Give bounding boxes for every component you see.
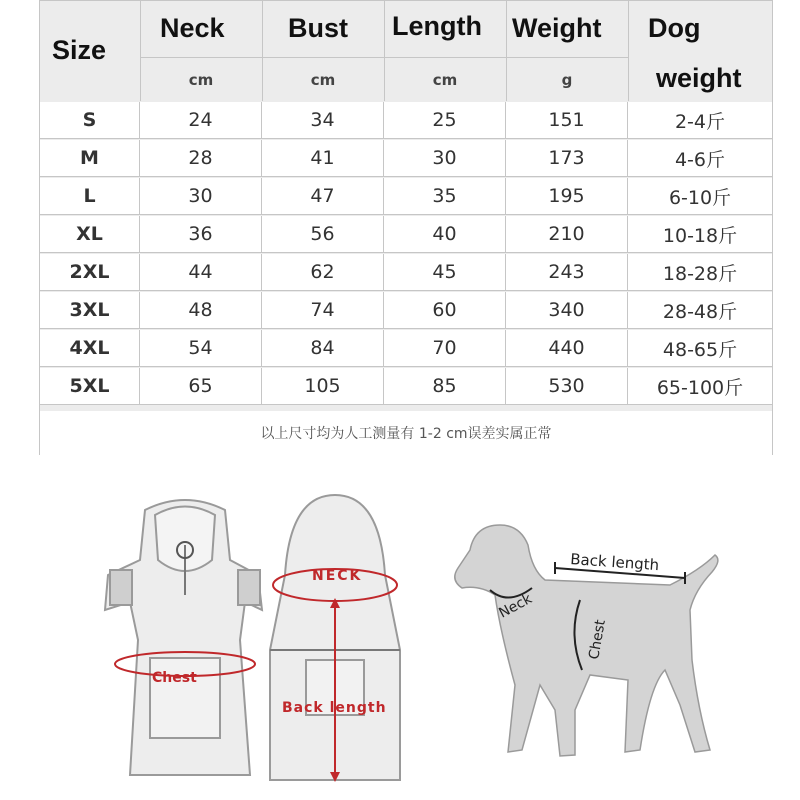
cell-neck: 54 — [140, 330, 262, 367]
cell-dog-weight: 65-100斤 — [628, 368, 772, 405]
cell-length: 60 — [384, 292, 506, 329]
table-row — [40, 368, 772, 405]
cell-neck: 28 — [140, 140, 262, 177]
header-dog-weight-line2: weight — [656, 63, 742, 93]
cell-length: 85 — [384, 368, 506, 405]
cell-length: 45 — [384, 254, 506, 291]
unit-neck: cm — [188, 71, 214, 89]
cell-bust: 34 — [262, 102, 384, 139]
cell-size: 3XL — [40, 292, 140, 329]
cell-dog-weight: 10-18斤 — [628, 216, 772, 253]
measurement-note: 以上尺寸均为人工测量有 1-2 cm误差实属正常 — [40, 411, 772, 455]
cell-weight: 530 — [506, 368, 628, 405]
cell-bust: 41 — [262, 140, 384, 177]
table-row — [40, 178, 772, 215]
cell-neck: 44 — [140, 254, 262, 291]
cell-weight: 173 — [506, 140, 628, 177]
cell-neck: 65 — [140, 368, 262, 405]
cell-bust: 47 — [262, 178, 384, 215]
header-neck: Neck — [160, 13, 225, 43]
cell-length: 35 — [384, 178, 506, 215]
cell-size: 5XL — [40, 368, 140, 405]
header-length: Length — [392, 11, 482, 41]
cell-neck: 48 — [140, 292, 262, 329]
cell-dog-weight: 18-28斤 — [628, 254, 772, 291]
cell-length: 70 — [384, 330, 506, 367]
unit-length: cm — [432, 71, 458, 89]
cell-dog-weight: 2-4斤 — [628, 102, 772, 139]
cell-bust: 62 — [262, 254, 384, 291]
cell-weight: 195 — [506, 178, 628, 215]
table-row — [40, 216, 772, 253]
header-dog-weight-line1: Dog — [648, 13, 701, 43]
cell-bust: 84 — [262, 330, 384, 367]
dog-back-length-label: Back length — [569, 550, 660, 575]
cell-length: 40 — [384, 216, 506, 253]
cell-dog-weight: 28-48斤 — [628, 292, 772, 329]
cell-neck: 30 — [140, 178, 262, 215]
cell-size: M — [40, 140, 140, 177]
cell-dog-weight: 48-65斤 — [628, 330, 772, 367]
size-chart-table — [39, 0, 773, 455]
coat-neck-label: NECK — [312, 568, 363, 584]
cell-weight: 440 — [506, 330, 628, 367]
table-row — [40, 102, 772, 139]
header-weight: Weight — [512, 13, 602, 43]
coat-front-illustration — [105, 500, 262, 775]
coat-back-length-label: Back length — [282, 700, 387, 716]
cell-size: 2XL — [40, 254, 140, 291]
dog-neck-label: Neck — [496, 591, 535, 622]
cell-dog-weight: 6-10斤 — [628, 178, 772, 215]
cell-bust: 56 — [262, 216, 384, 253]
unit-bust: cm — [310, 71, 336, 89]
coat-chest-label: Chest — [152, 670, 197, 686]
header-bust: Bust — [288, 13, 348, 43]
dog-measurement-diagram — [440, 510, 730, 780]
cell-neck: 24 — [140, 102, 262, 139]
cell-size: XL — [40, 216, 140, 253]
cell-length: 25 — [384, 102, 506, 139]
cell-weight: 243 — [506, 254, 628, 291]
cell-size: L — [40, 178, 140, 215]
cell-weight: 210 — [506, 216, 628, 253]
header-col-divider — [628, 1, 629, 101]
coat-measurement-diagram — [90, 490, 420, 790]
table-row — [40, 140, 772, 177]
table-row — [40, 254, 772, 291]
table-row — [40, 330, 772, 367]
cell-neck: 36 — [140, 216, 262, 253]
cell-bust: 105 — [262, 368, 384, 405]
unit-weight: g — [561, 71, 573, 89]
cell-length: 30 — [384, 140, 506, 177]
dog-chest-label: Chest — [586, 618, 609, 661]
cell-size: 4XL — [40, 330, 140, 367]
cell-dog-weight: 4-6斤 — [628, 140, 772, 177]
cell-bust: 74 — [262, 292, 384, 329]
header-size: Size — [52, 35, 107, 65]
cell-weight: 151 — [506, 102, 628, 139]
cell-size: S — [40, 102, 140, 139]
table-row — [40, 292, 772, 329]
cell-weight: 340 — [506, 292, 628, 329]
